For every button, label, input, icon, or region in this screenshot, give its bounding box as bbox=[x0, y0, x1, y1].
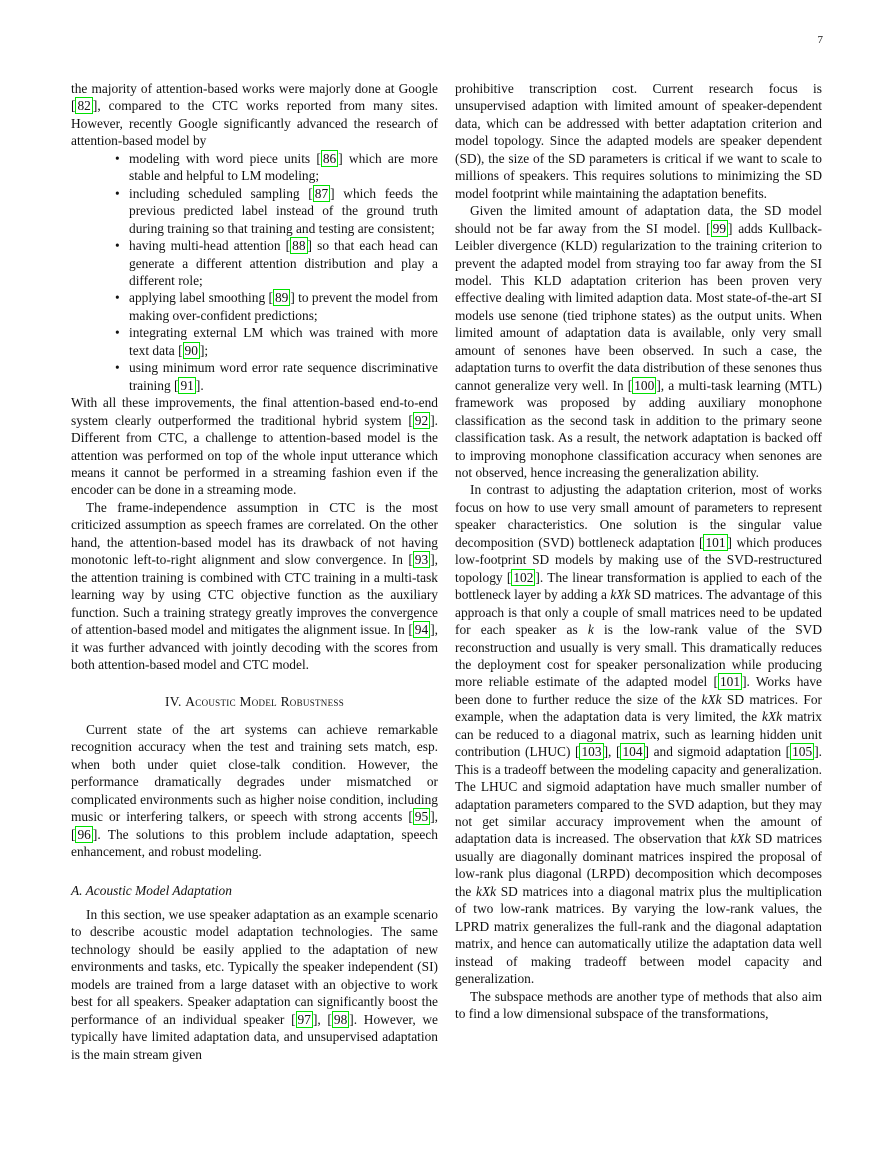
citation-link[interactable]: 94 bbox=[414, 622, 429, 638]
citation-link[interactable]: 101 bbox=[719, 674, 741, 690]
bullet-list bbox=[71, 150, 438, 394]
math-kxk: kXk bbox=[730, 831, 751, 847]
citation-link[interactable]: 90 bbox=[184, 342, 198, 358]
math-kxk: kXk bbox=[610, 587, 631, 603]
citation-link[interactable]: 96 bbox=[77, 826, 91, 842]
paragraph-improvements: With all these improvements, the final attention-based end-to-end system clearly outperformed the traditional hybrid system [ 92 ]. Different from CTC, a challenge to attention-based model is the attention was performed on top of the whole input utterance which means it cannot be performed in a streaming fashion even if the encoder can be done in a streaming mode. bbox=[71, 395, 438, 498]
left-column bbox=[71, 80, 438, 1063]
citation-link[interactable]: 102 bbox=[513, 569, 534, 585]
citation-link[interactable]: 105 bbox=[792, 744, 813, 760]
citation-link[interactable]: 88 bbox=[292, 238, 306, 254]
list-item: • having multi-head attention [ 88 ] so that each head can generate a different attention distribution and play a different role; bbox=[129, 237, 438, 289]
citation-link[interactable]: 89 bbox=[274, 290, 289, 306]
section-title: Acoustic Model Robustness bbox=[185, 694, 345, 710]
paragraph-adaptation: In this section, we use speaker adaptation as an example scenario to describe acoustic model adaptation technologies. The same technology should be easily applied to the adaptation of new environments and tasks, etc. Typically the speaker independent (SI) models are trained from a large dataset with an objective to work best for all speakers. Speaker adaptation can significantly boost the performance of an individual speaker [ 97 ], [ 98 ]. However, we typically have limited adaptation data, and unsupervised adaptation is the main stream given bbox=[71, 906, 438, 1062]
paragraph-frame-independence: The frame-independence assumption in CTC is the most criticized assumption as speech frames are correlated. On the other hand, the attention-based model has its drawback of not having monotonic left-to-right alignment and slow convergence. In [ 93 ], the attention training is combined with CTC training in a multi-task learning way by using CTC objective function as the auxiliary function. Such a training strategy greatly improves the convergence of attention-based model and mitigates the alignment issue. In [ 94 ], it was further advanced with jointly decoding with the scores from both attention-based model and CTC model. bbox=[71, 499, 438, 672]
citation-link[interactable]: 103 bbox=[581, 744, 602, 760]
math-kxk: kXk bbox=[701, 691, 722, 707]
section-number: IV. bbox=[164, 694, 182, 710]
citation-link[interactable]: 93 bbox=[414, 552, 429, 568]
math-k: k bbox=[587, 622, 594, 638]
math-kxk: kXk bbox=[762, 709, 783, 725]
subsection-heading: A. Acoustic Model Adaptation bbox=[71, 883, 232, 899]
list-item: • modeling with word piece units [ 86 ] which are more stable and helpful to LM modeling; bbox=[129, 150, 438, 185]
citation-link[interactable]: 91 bbox=[180, 377, 194, 393]
right-column bbox=[455, 80, 822, 1022]
paragraph-intro: the majority of attention-based works were majorly done at Google [ 82 ], compared to the CTC works reported from many sites. However, recently Google significantly advanced the research of attention-based model by bbox=[71, 81, 438, 149]
citation-link[interactable]: 97 bbox=[297, 1011, 311, 1027]
citation-link[interactable]: 98 bbox=[333, 1011, 348, 1027]
page-number: 7 bbox=[817, 34, 823, 46]
citation-link[interactable]: 82 bbox=[77, 98, 91, 114]
paragraph-svd: In contrast to adjusting the adaptation criterion, most of works focus on how to use very small amount of parameters to represent speaker characteristics. One solution is the singular value decomposition (SVD) bottleneck adaptation [ 101 ] which produces low-footprint SD models by making use of the SVD-restructured topology [ 102 ]. The linear transformation is applied to each of the bottleneck layer by adding a kXk SD matrices. The advantage of this approach is that only a couple of small matrices need to be updated for each speaker as k is the low-rank value of the SVD reconstruction and usually is very small. This dramatically reduces the deployment cost for speaker personalization while producing more reliable estimate of the adapted model [ 101 ]. Works have been done to further reduce the size of the kXk SD matrices. For example, when the adaptation data is very limited, the kXk matrix can be reduced to a diagonal matrix, such as learning hidden unit contribution (LHUC) [ 103 ], [ 104 ] and sigmoid adaptation [ 105 ]. This is a tradeoff between the modeling capacity and generalization. The LHUC and sigmoid adaptation have much smaller number of adaptation parameters compared to the SVD adaption, but they may not get similar accuracy improvement when the amount of adaptation data is increased. The observation that kXk SD matrices usually are diagonally dominant matrices inspired the proposal of low-rank plus diagonal (LRPD) decomposition which decomposes the kXk SD matrices into a diagonal matrix plus the multiplication of two low-rank matrices. By varying the low-rank values, the LPRD matrix generalizes the full-rank and the diagonal adaptation matrix, and hence can automatically utilize the adaptation data well instead of making tradeoff between model capacity and generalization. bbox=[455, 482, 823, 987]
math-kxk: kXk bbox=[476, 883, 497, 899]
paragraph-robustness: Current state of the art systems can achieve remarkable recognition accuracy when the test and training sets match, esp. when both under quiet close-talk condition. However, the performance dramatically degrades under mismatched or complicated environments such as higher noise condition, including music or interfering talkers, or speech with strong accents [ 95 ], [ 96 ]. The solutions to this problem include adaptation, speech enhancement, and robust modeling. bbox=[71, 721, 438, 860]
paragraph-continued: prohibitive transcription cost. Current research focus is unsupervised adaption with limited amount of speaker-dependent data, which can be addressed with better adaptation criterion and model topology. Since the adapted models are speaker dependent (SD), the size of the SD parameters is critical if we want to scale to millions of speakers. This requires solutions to minimizing the SD model footprint while maintaining the adaptation benefits. bbox=[455, 81, 822, 201]
citation-link[interactable]: 101 bbox=[705, 534, 726, 550]
paragraph-kld: Given the limited amount of adaptation data, the SD model should not be far away from the SI model. [ 99 ] adds Kullback-Leibler divergence (KLD) regularization to the training criterion to prevent the adapted model from straying too far away from the SI model. This KLD adaptation criterion has been proven very effective dealing with limited adaption data. Most state-of-the-art SI models use senone (tied triphone states) as the output units. When limited amount of adaptation data is available, only very small amount of senones have been observed. In such a case, the adaptation turns to overfit the data distribution of these senones thus cannot generalize very well. In [ 100 ], a multi-task learning (MTL) framework was proposed by adding auxiliary monophone classification as the second task in addition to the primary seone classification task. As a result, the network adaptation is backed off to improving monophone classification accuracy when senones are not observed, hence increasing the generalization ability. bbox=[455, 203, 823, 480]
citation-link[interactable]: 92 bbox=[414, 412, 429, 428]
section-heading bbox=[71, 693, 438, 710]
citation-link[interactable]: 104 bbox=[622, 744, 643, 760]
citation-link[interactable]: 95 bbox=[414, 809, 429, 825]
list-item: • using minimum word error rate sequence discriminative training [ 91 ]. bbox=[129, 359, 438, 394]
list-item: • including scheduled sampling [ 87 ] which feeds the previous predicted label instead of the ground truth during training so that training and testing are consistent; bbox=[129, 185, 438, 237]
citation-link[interactable]: 99 bbox=[712, 220, 727, 236]
citation-link[interactable]: 100 bbox=[634, 377, 655, 393]
list-item: • applying label smoothing [ 89 ] to prevent the model from making over-confident predictions; bbox=[129, 289, 438, 324]
list-item: • integrating external LM which was trained with more text data [ 90 ]; bbox=[129, 324, 438, 359]
paragraph-subspace: The subspace methods are another type of methods that also aim to find a low dimensional subspace of the transformations, bbox=[455, 988, 822, 1022]
citation-link[interactable]: 86 bbox=[322, 150, 337, 166]
citation-link[interactable]: 87 bbox=[314, 185, 329, 201]
